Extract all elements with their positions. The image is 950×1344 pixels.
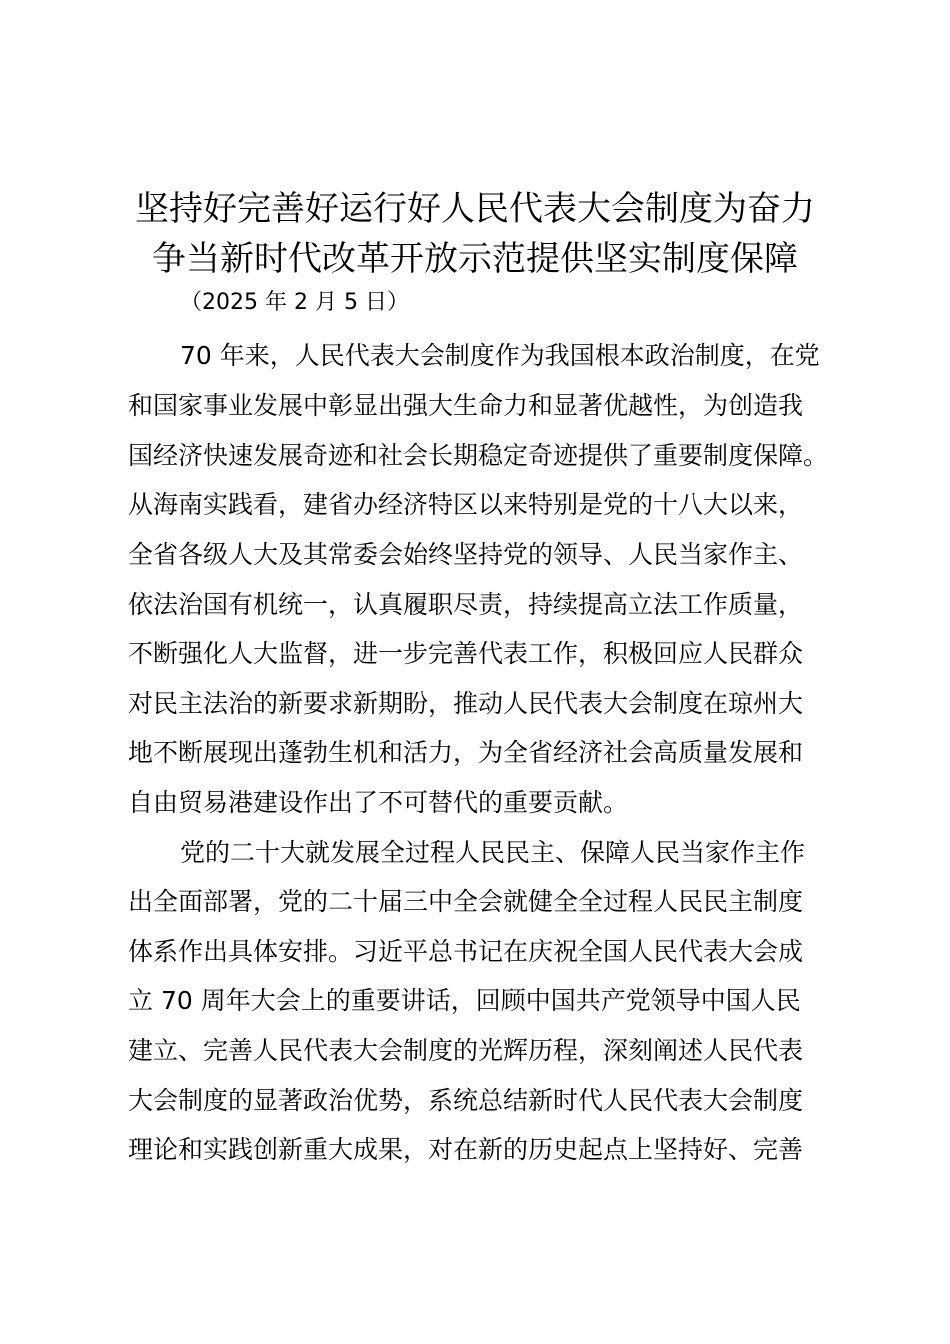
body-line: 依法治国有机统一，认真履职尽责，持续提高立法工作质量， <box>128 590 804 619</box>
body-line: 从海南实践看，建省办经济特区以来特别是党的十八大以来， <box>128 490 804 519</box>
title-line-1: 坚持好完善好运行好人民代表大会制度为奋力 <box>135 189 815 229</box>
body-line: 出全面部署，党的二十届三中全会就健全全过程人民民主制度 <box>128 887 804 916</box>
body-line: 理论和实践创新重大成果，对在新的历史起点上坚持好、完善 <box>128 1135 804 1164</box>
body-line: 自由贸易港建设作出了不可替代的重要贡献。 <box>128 788 629 817</box>
body-line: 不断强化人大监督，进一步完善代表工作，积极回应人民群众 <box>128 639 804 668</box>
title-line-2: 争当新时代改革开放示范提供坚实制度保障 <box>152 239 798 279</box>
body-line: 70 年来，人民代表大会制度作为我国根本政治制度，在党 <box>180 341 820 370</box>
body-line: 全省各级人大及其常委会始终坚持党的领导、人民当家作主、 <box>128 540 804 569</box>
body-line: 国经济快速发展奇迹和社会长期稳定奇迹提供了重要制度保障。 <box>128 441 829 470</box>
body-line: 立 70 周年大会上的重要讲话，回顾中国共产党领导中国人民 <box>128 986 801 1015</box>
body-line: 和国家事业发展中彰显出强大生命力和显著优越性，为创造我 <box>128 391 804 420</box>
document-date: （2025 年 2 月 5 日） <box>180 290 409 315</box>
body-line: 建立、完善人民代表大会制度的光辉历程，深刻阐述人民代表 <box>128 1036 804 1065</box>
body-line: 党的二十大就发展全过程人民民主、保障人民当家作主作 <box>180 838 806 867</box>
body-line: 大会制度的显著政治优势，系统总结新时代人民代表大会制度 <box>128 1086 804 1115</box>
body-line: 地不断展现出蓬勃生机和活力，为全省经济社会高质量发展和 <box>128 738 804 767</box>
body-line: 体系作出具体安排。习近平总书记在庆祝全国人民代表大会成 <box>128 937 804 966</box>
body-line: 对民主法治的新要求新期盼，推动人民代表大会制度在琼州大 <box>128 689 804 718</box>
